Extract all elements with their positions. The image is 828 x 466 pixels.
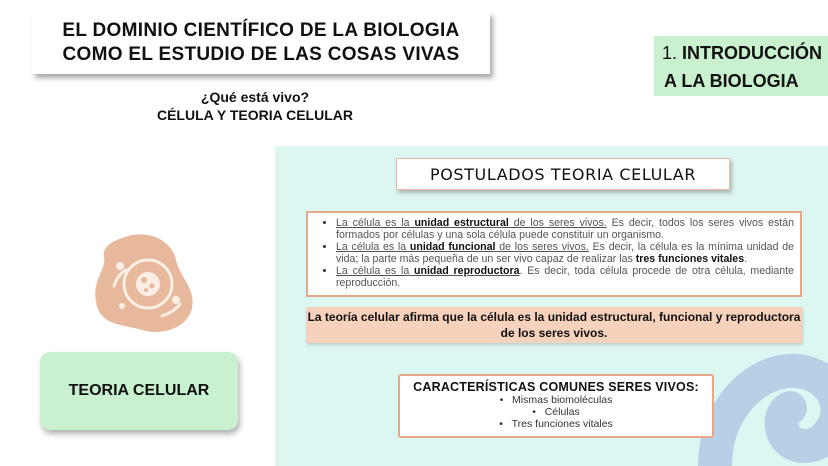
section-line1: INTRODUCCIÓN	[682, 43, 823, 63]
section-box	[654, 36, 828, 96]
caracteristicas-box	[398, 374, 714, 438]
subtitle	[120, 88, 390, 124]
teoria-celular-box	[40, 352, 238, 430]
postulados-list	[306, 211, 802, 297]
postulado-item: • La célula es la unidad reproductora. Es decir, toda célula procede de otra célula, mediante reproducción.	[336, 265, 794, 289]
postulado-item: • La célula es la unidad estructural de los seres vivos. Es decir, todos los seres vivos están formados por células y una sola célula puede constituir un organismo.	[336, 217, 794, 241]
subtitle-question: ¿Qué está vivo?	[200, 89, 310, 105]
main-title-line1: EL DOMINIO CIENTÍFICO DE LA BIOLOGIA	[62, 20, 460, 41]
section-number: 1.	[662, 43, 678, 63]
teoria-celular-label: TEORIA CELULAR	[68, 382, 210, 399]
cell-icon	[92, 230, 198, 336]
caracteristica-item: • Células	[532, 406, 580, 418]
summary-box	[306, 307, 802, 343]
subtitle-topic: CÉLULA Y TEORIA CELULAR	[156, 107, 353, 123]
caracteristica-item: • Mismas biomoléculas	[499, 394, 613, 406]
section-line2: A LA BIOLOGIA	[664, 71, 799, 91]
postulados-title: POSTULADOS TEORIA CELULAR	[396, 158, 730, 190]
postulado-item: • La célula es la unidad funcional de los seres vivos. Es decir, la célula es la mínima unidad de vida; la parte más pequeña de un ser vivo capaz de realizar las tres funciones vitales.	[336, 241, 794, 265]
caracteristicas-title: CARACTERÍSTICAS COMUNES SERES VIVOS:	[413, 380, 699, 394]
summary-text: La teoría celular afirma que la célula es la unidad estructural, funcional y reproductora de los seres vivos.	[307, 310, 801, 340]
caracteristica-item: • Tres funciones vitales	[499, 418, 613, 430]
main-title-box	[32, 12, 490, 74]
main-title-line2: COMO EL ESTUDIO DE LAS COSAS VIVAS	[62, 44, 460, 65]
